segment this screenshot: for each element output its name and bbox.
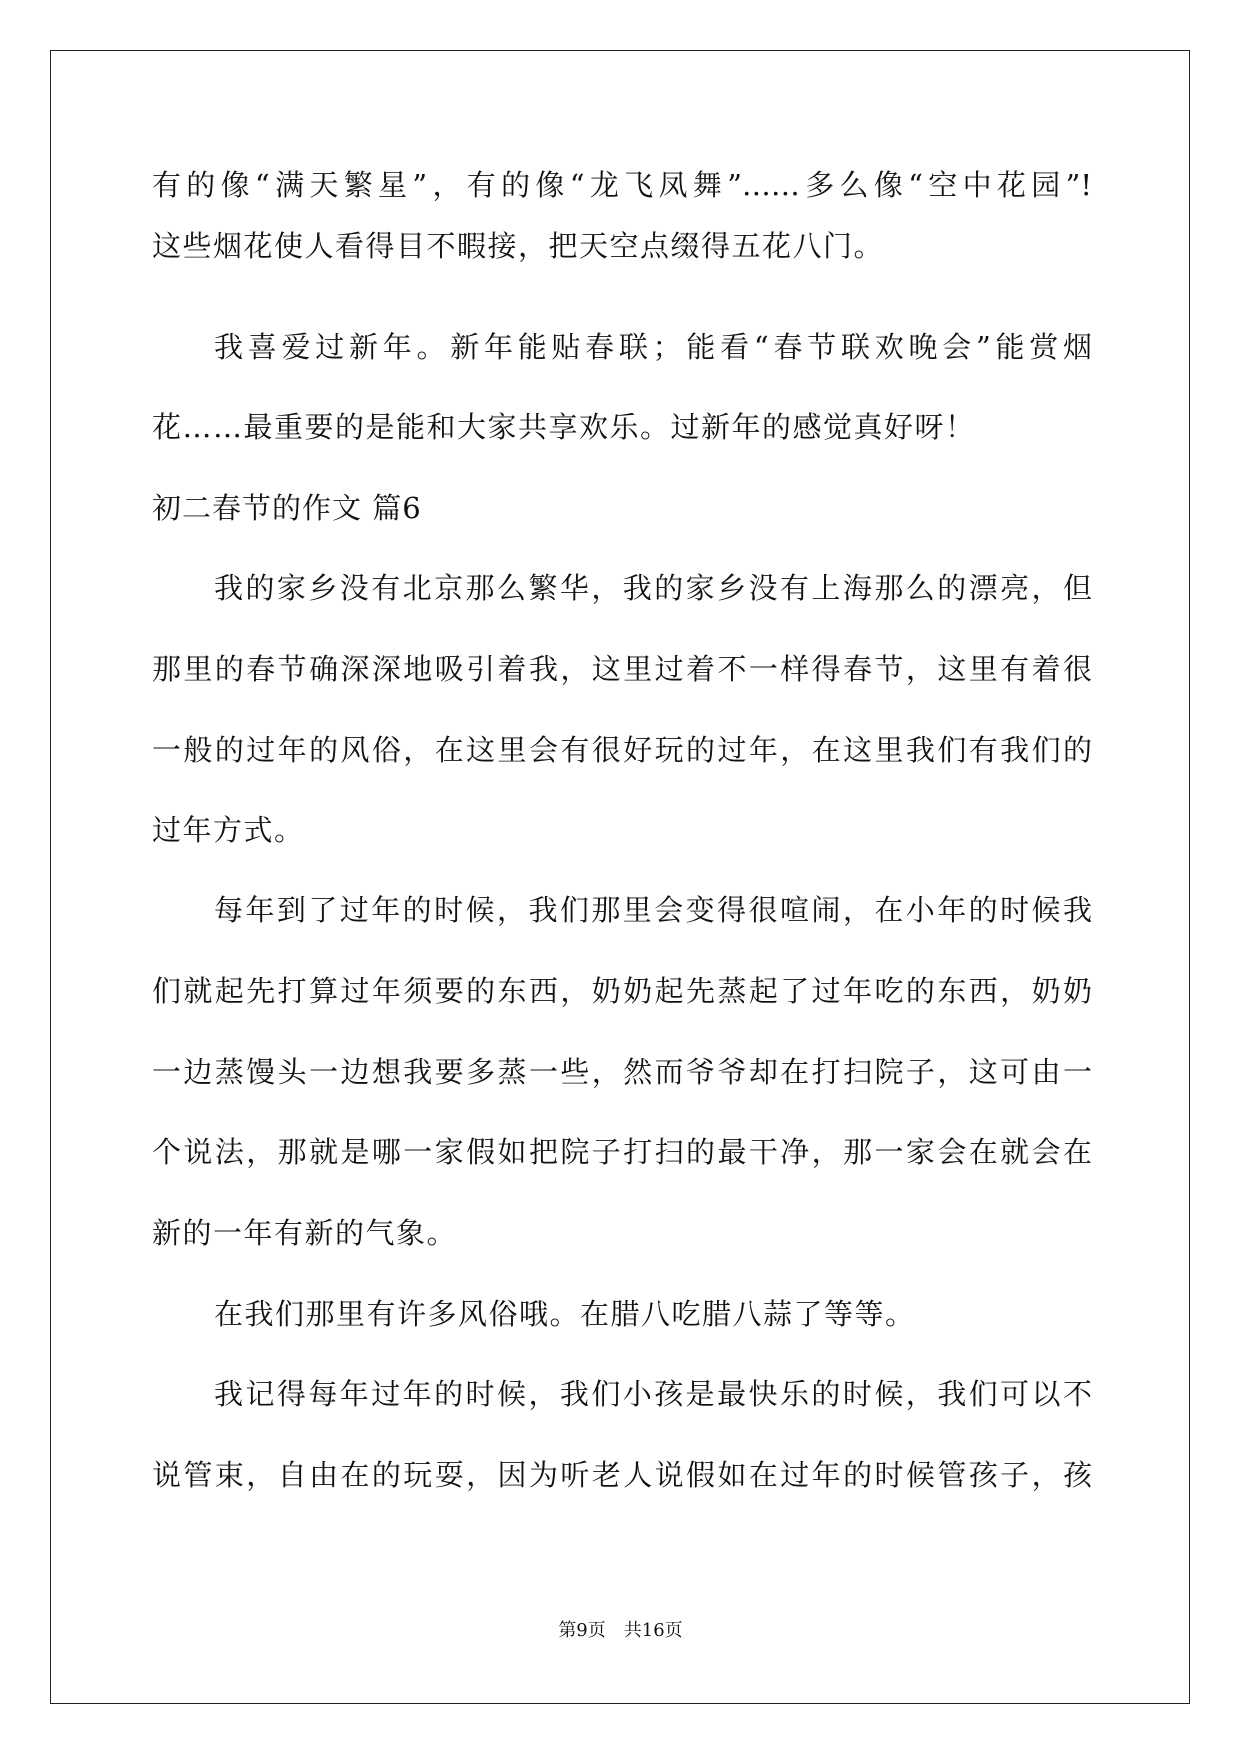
paragraph-line: 这些烟花使人看得目不暇接，把天空点缀得五花八门。 [152,229,885,263]
page-number: 第9页 [558,1620,606,1641]
paragraph-line: 一边蒸馒头一边想我要多蒸一些，然而爷爷却在打扫院子，这可由一 [152,1055,1092,1089]
paragraph-line: 新的一年有新的气象。 [152,1216,458,1250]
paragraph-line: 那里的春节确深深地吸引着我，这里过着不一样得春节，这里有着很 [152,652,1092,686]
paragraph-line: 们就起先打算过年须要的东西，奶奶起先蒸起了过年吃的东西，奶奶 [152,974,1092,1008]
paragraph-line: 有的像“满天繁星”，有的像“龙飞凤舞”……多么像“空中花园”! [152,168,1092,202]
section-heading: 初二春节的作文 篇6 [152,491,422,525]
paragraph-line: 花……最重要的是能和大家共享欢乐。过新年的感觉真好呀！ [152,410,976,444]
paragraph-line: 说管束，自由在的玩耍，因为听老人说假如在过年的时候管孩子，孩 [152,1458,1092,1492]
paragraph-line: 一般的过年的风俗，在这里会有很好玩的过年，在这里我们有我们的 [152,733,1092,767]
paragraph-line: 我记得每年过年的时候，我们小孩是最快乐的时候，我们可以不 [214,1377,1092,1411]
paragraph-line: 我的家乡没有北京那么繁华，我的家乡没有上海那么的漂亮，但 [214,571,1092,605]
paragraph-line: 过年方式。 [152,813,305,847]
page-total: 共16页 [623,1620,683,1641]
paragraph-line: 在我们那里有许多风俗哦。在腊八吃腊八蒜了等等。 [214,1297,916,1331]
paragraph-line: 个说法，那就是哪一家假如把院子打扫的最干净，那一家会在就会在 [152,1135,1092,1169]
paragraph-line: 每年到了过年的时候，我们那里会变得很喧闹，在小年的时候我 [214,893,1092,927]
paragraph-line: 我喜爱过新年。新年能贴春联；能看“春节联欢晚会”能赏烟 [214,330,1092,364]
page-footer [0,1616,1241,1642]
